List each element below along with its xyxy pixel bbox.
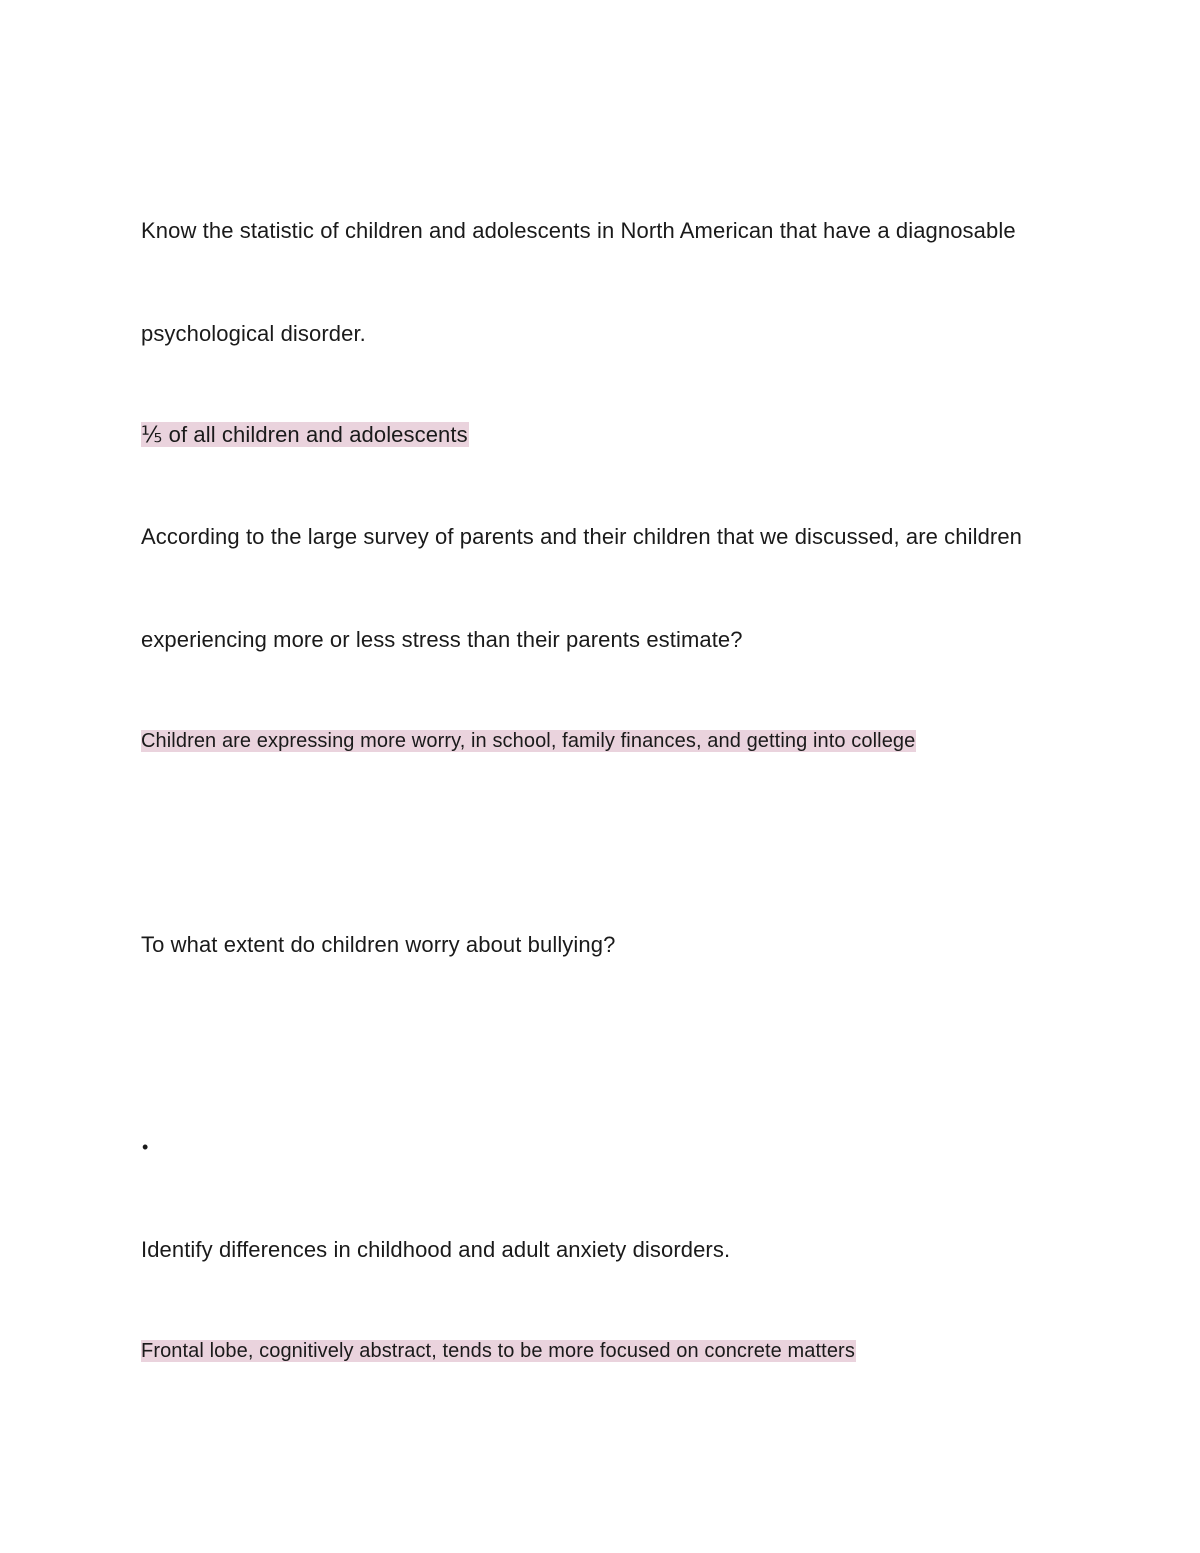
answer-4-highlight: Frontal lobe, cognitively abstract, tends to be more focused on concrete matters: [141, 1340, 855, 1362]
answer-4: [141, 1337, 856, 1365]
answer-2: [141, 727, 916, 755]
bullet-point: •: [142, 1137, 149, 1157]
question-2-line-1-text: According to the large survey of parents and their children that we discussed, are children: [141, 524, 1023, 549]
question-2-line-2: [141, 626, 743, 654]
question-1-line-2-text: psychological disorder.: [141, 321, 366, 346]
question-2-line-1: [141, 523, 1022, 551]
question-1-line-2: [141, 320, 366, 348]
question-4: [141, 1236, 730, 1264]
question-1-line-1: [141, 217, 1016, 245]
answer-1: [141, 421, 469, 449]
question-2-line-2-text: experiencing more or less stress than their parents estimate?: [141, 627, 743, 652]
answer-2-highlight: Children are expressing more worry, in school, family finances, and getting into college: [141, 730, 916, 752]
question-1-line-1-text: Know the statistic of children and adolescents in North American that have a diagnosable: [141, 218, 1016, 243]
question-4-text: Identify differences in childhood and adult anxiety disorders.: [141, 1237, 731, 1262]
question-3: [141, 931, 615, 959]
question-3-text: To what extent do children worry about bullying?: [141, 932, 616, 957]
answer-1-highlight: ⅕ of all children and adolescents: [141, 422, 468, 447]
